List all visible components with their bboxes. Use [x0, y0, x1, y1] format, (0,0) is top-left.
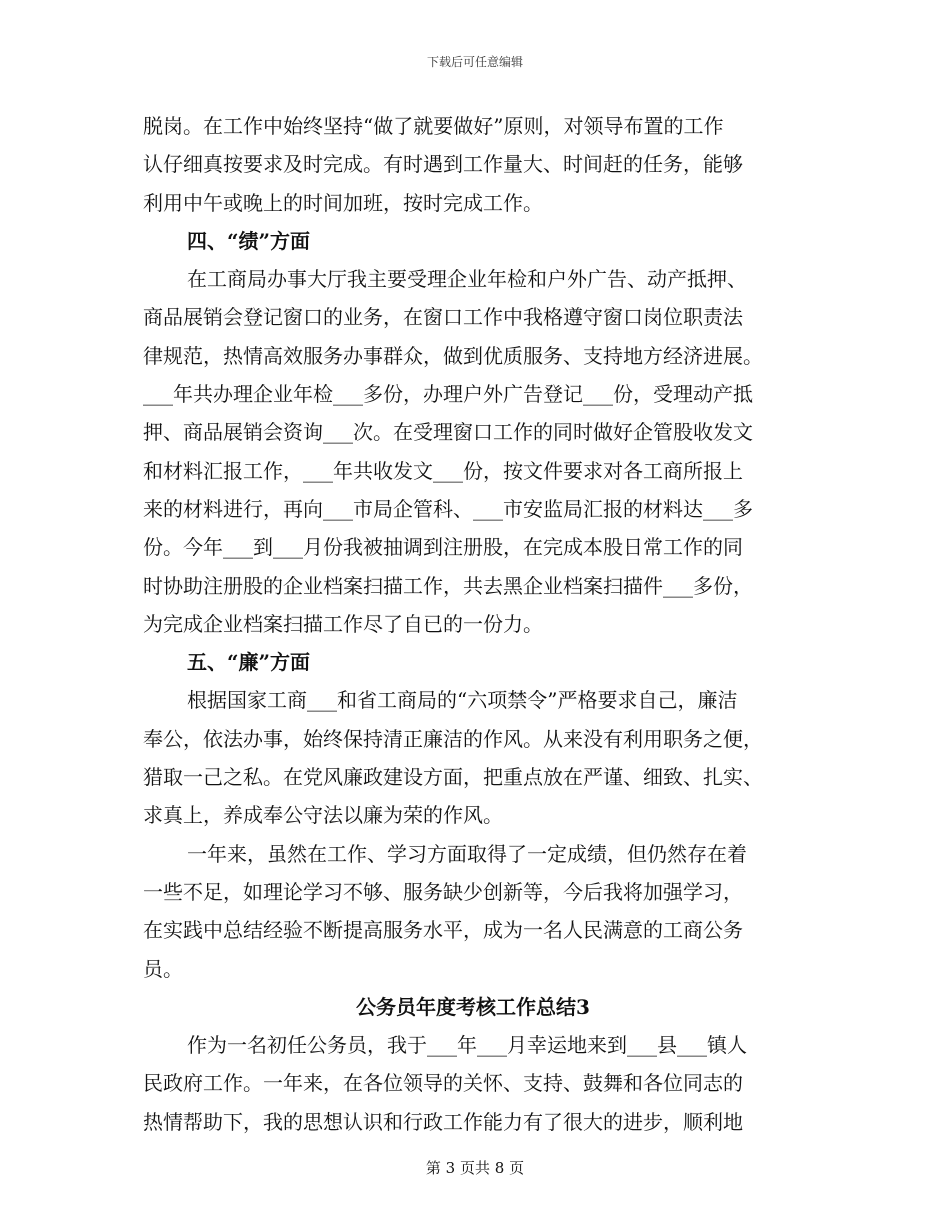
page-header: 下载后可任意编辑 — [426, 55, 523, 69]
text-line: 作为一名初任公务员，我于___年___月幸运地来到___县___镇人 — [187, 1033, 747, 1058]
text-line: 在工商局办事大厅我主要受理企业年检和户外广告、动产抵押、 — [187, 267, 747, 292]
text-line: 一年来，虽然在工作、学习方面取得了一定成绩，但仍然存在着 — [187, 841, 747, 866]
text-line: 时协助注册股的企业档案扫描工作，共去黑企业档案扫描件___多份， — [143, 573, 753, 598]
text-line: 份。今年___到___月份我被抽调到注册股，在完成本股日常工作的同 — [143, 535, 743, 560]
text-line: 为完成企业档案扫描工作尽了自已的一份力。 — [143, 611, 543, 636]
text-line: 奉公，依法办事，始终保持清正廉洁的作风。从来没有利用职务之便， — [143, 726, 763, 751]
text-line: 律规范，热情高效服务办事群众，做到优质服务、支持地方经济进展。 — [143, 343, 763, 368]
text-line: 员。 — [143, 956, 183, 981]
text-line: 押、商品展销会资询___次。在受理窗口工作的同时做好企管股收发文 — [143, 420, 753, 445]
text-line: 热情帮助下，我的思想认识和行政工作能力有了很大的进步，顺利地 — [143, 1109, 743, 1134]
text-line: 一些不足，如理论学习不够、服务缺少创新等，今后我将加强学习， — [143, 879, 743, 904]
text-line: 来的材料进行，再向___市局企管科、___市安监局汇报的材料达___多 — [143, 496, 753, 521]
page-footer: 第 3 页共 8 页 — [425, 1159, 525, 1177]
text-line: 商品展销会登记窗口的业务，在窗口工作中我格遵守窗口岗位职责法 — [143, 305, 743, 330]
text-line: 民政府工作。一年来，在各位领导的关怀、支持、鼓舞和各位同志的 — [143, 1071, 743, 1096]
text-line: 猎取一己之私。在党风廉政建设方面，把重点放在严谨、细致、扎实、 — [143, 765, 763, 790]
section-title: 公务员年度考核工作总结3 — [356, 994, 590, 1019]
document-body — [143, 107, 803, 1141]
section-heading: 四、“绩”方面 — [187, 228, 311, 253]
section-heading: 五、“廉”方面 — [187, 650, 311, 675]
text-line: 脱岗。在工作中始终坚持“做了就要做好”原则，对领导布置的工作 — [143, 114, 724, 138]
text-line: 在实践中总结经验不断提高服务水平，成为一名人民满意的工商公务 — [143, 918, 743, 943]
text-line: ___年共办理企业年检___多份，办理户外广告登记___份，受理动产抵 — [143, 382, 753, 407]
text-line: 利用中午或晚上的时间加班，按时完成工作。 — [143, 190, 543, 215]
text-line: 根据国家工商___和省工商局的“六项禁令”严格要求自己，廉洁 — [187, 688, 738, 713]
text-line: 求真上，养成奉公守法以廉为荣的作风。 — [143, 803, 503, 828]
text-line: 和材料汇报工作，___年共收发文___份，按文件要求对各工商所报上 — [143, 458, 743, 483]
text-line: 认仔细真按要求及时完成。有时遇到工作量大、时间赶的任务，能够 — [143, 152, 743, 177]
